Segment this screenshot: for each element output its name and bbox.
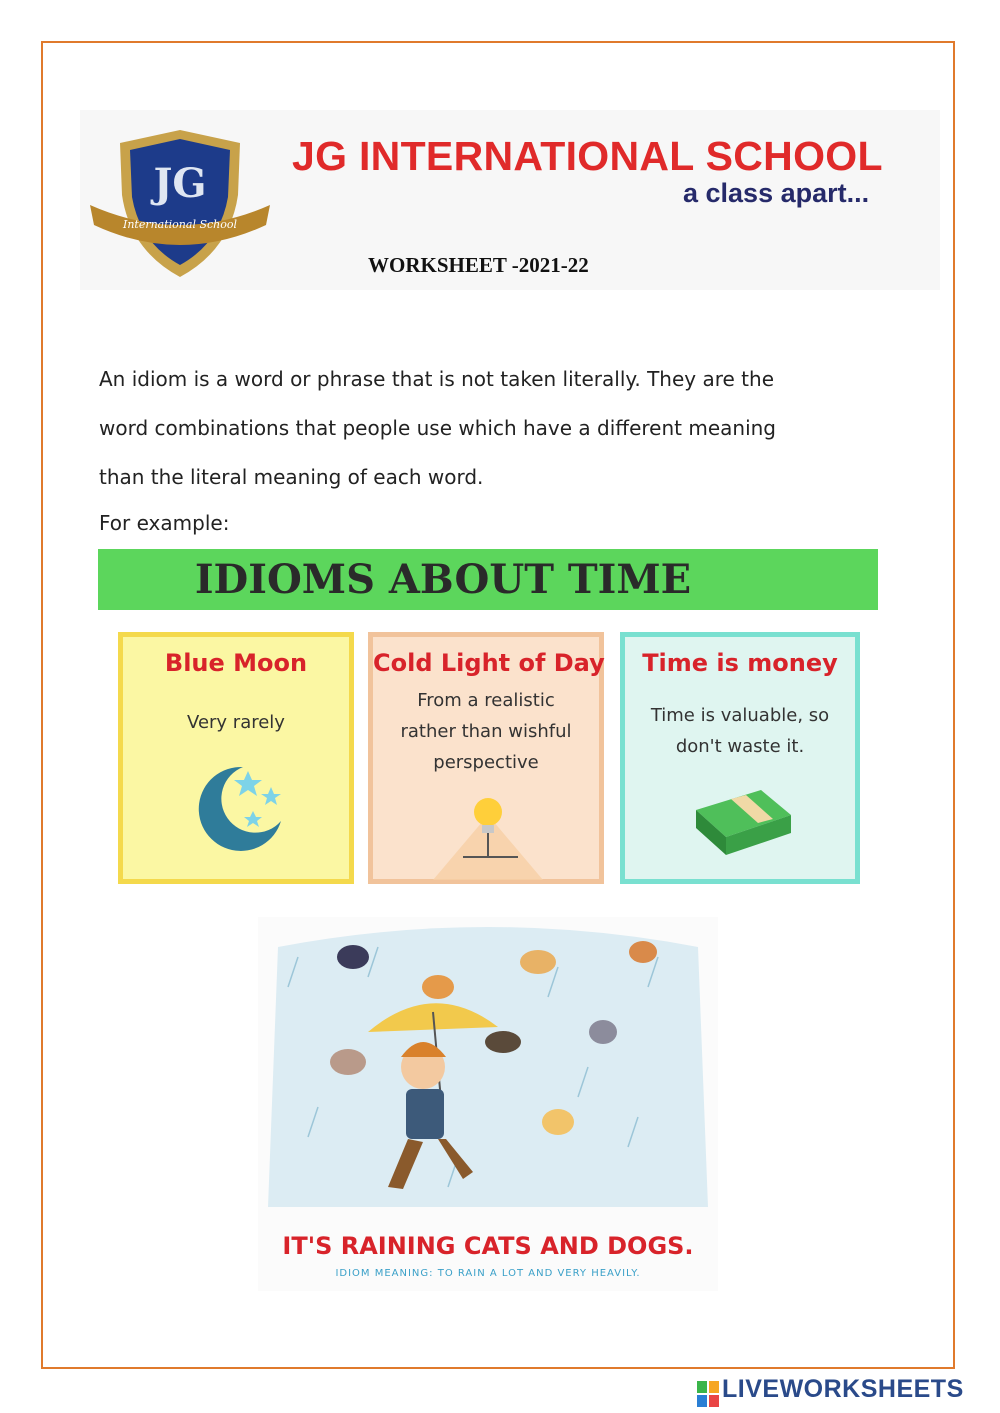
school-name: JG INTERNATIONAL SCHOOL — [292, 133, 883, 179]
school-crest-logo — [80, 125, 280, 285]
card-meaning — [625, 700, 855, 762]
idioms-banner — [98, 549, 878, 610]
card-meaning-line: Time is valuable, so — [650, 705, 830, 726]
worksheet-title: WORKSHEET -2021-22 — [368, 253, 589, 277]
svg-text:International School: International School — [122, 218, 238, 231]
card-title: Time is money — [642, 649, 838, 677]
light-bulb-icon — [423, 795, 553, 880]
card-meaning-line: Very rarely — [187, 712, 285, 733]
banner-title: IDIOMS ABOUT TIME — [194, 556, 692, 603]
school-tagline: a class apart... — [683, 178, 870, 208]
intro-line: An idiom is a word or phrase that is not taken literally. They are the — [99, 367, 774, 391]
cats-dogs-meaning: IDIOM MEANING: TO RAIN A LOT AND VERY HEAVILY. — [335, 1268, 641, 1279]
idiom-card-blue-moon — [118, 632, 354, 884]
moon-stars-icon — [193, 759, 288, 854]
intro-text — [99, 355, 899, 548]
rain-scene-art — [258, 917, 718, 1217]
example-label: For example: — [99, 511, 230, 535]
card-title: Cold Light of Day — [373, 649, 605, 677]
intro-line: word combinations that people use which have a different meaning — [99, 416, 776, 440]
raining-cats-dogs-illustration — [258, 917, 718, 1291]
card-meaning-line: From a realistic — [417, 690, 555, 711]
card-meaning — [123, 707, 349, 738]
card-meaning-line: perspective — [433, 752, 539, 773]
card-meaning — [373, 685, 599, 778]
liveworksheets-brand[interactable]: LIVEWORKSHEETS — [722, 1375, 964, 1403]
intro-line: than the literal meaning of each word. — [99, 465, 484, 489]
card-title: Blue Moon — [164, 649, 308, 677]
card-meaning-line: don't waste it. — [675, 736, 805, 757]
idiom-card-cold-light — [368, 632, 604, 884]
card-meaning-line: rather than wishful — [400, 721, 572, 742]
idiom-card-time-money — [620, 632, 860, 884]
money-stack-icon — [691, 785, 796, 860]
cats-dogs-title: IT'S RAINING CATS AND DOGS. — [282, 1232, 694, 1260]
liveworksheets-logo-icon — [697, 1381, 721, 1407]
svg-text:JG: JG — [153, 160, 207, 207]
